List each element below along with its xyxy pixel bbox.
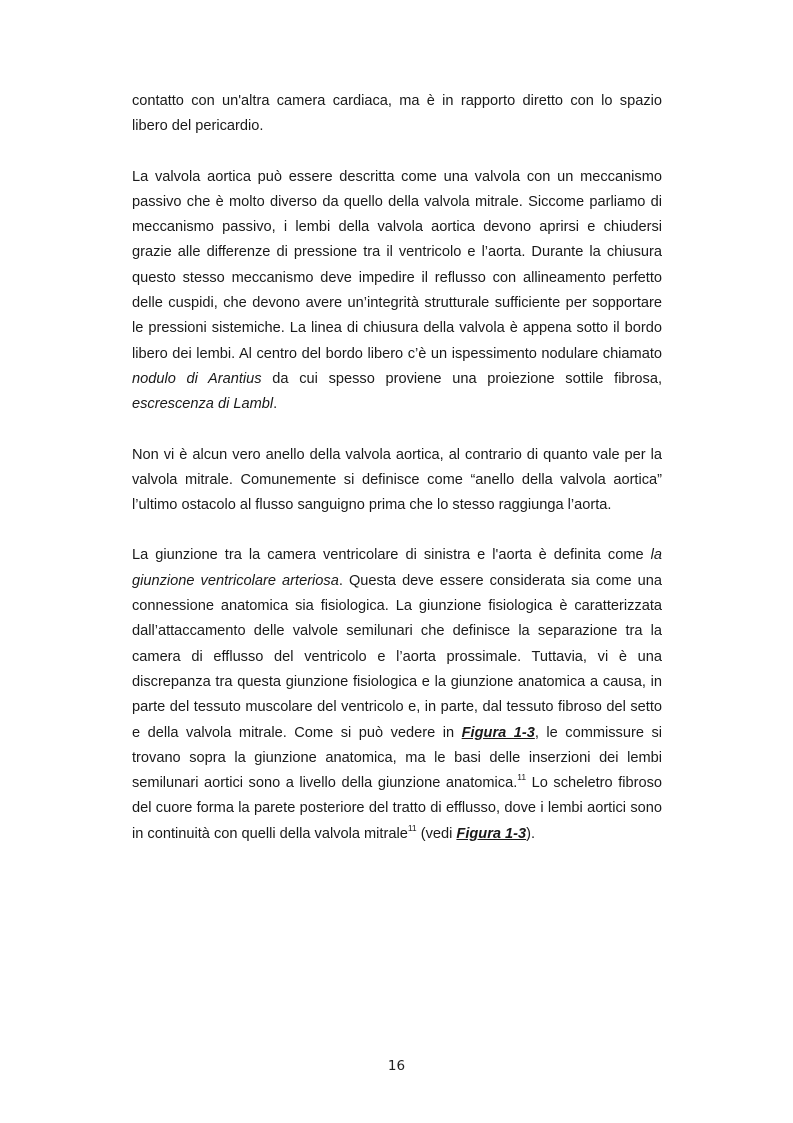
- term-escrescenza-di-lambl: escrescenza di Lambl: [132, 396, 274, 413]
- figure-reference-link[interactable]: Figura 1-3: [456, 825, 527, 842]
- citation-superscript: 11: [517, 772, 527, 783]
- paragraph-text: , le commissure si trovano sopra la giunzione anatomica, ma le basi delle inserzioni dei lembi semilunari aortici sono a livello della giunzione anatomica.: [132, 724, 662, 792]
- paragraph-text: (vedi: [416, 825, 457, 842]
- paragraph-ventriculo-arterial-junction: [132, 543, 662, 847]
- paragraph-text: Lo scheletro fibroso del cuore forma la parete posteriore del tratto di efflusso, dove i lembi aortici sono in continuità con quelli della valvola mitrale: [132, 775, 662, 842]
- paragraph-text: ).: [526, 825, 536, 842]
- figure-reference-link[interactable]: Figura 1-3: [461, 724, 535, 741]
- paragraph-pericardium: [132, 89, 662, 140]
- paragraph-text: da cui spesso proviene una proiezione sottile fibrosa,: [261, 370, 662, 387]
- term-giunzione-ventricolare-arteriosa: la giunzione ventricolare arteriosa: [132, 547, 662, 589]
- page-number: 16: [387, 1058, 406, 1074]
- paragraph-text: La valvola aortica può essere descritta come una valvola con un meccanismo passivo che è molto diverso da quello della valvola mitrale. Siccome parliamo di meccanismo passivo, i lembi della valvola aortica devono aprirsi e chiudersi grazie alle differenze di pressione tra il ventricolo e l’aorta. Durante la chiusura questo stesso meccanismo deve impedire il reflusso con allineamento perfetto delle cuspidi, che devono avere un’integrità strutturale sufficiente per sopportare le pressioni sistemiche. La linea di chiusura della valvola è appena sotto il bordo libero dei lembi. Al centro del bordo libero c’è un ispessimento nodulare chiamato: [132, 168, 662, 362]
- paragraph-text: . Questa deve essere considerata sia come una connessione anatomica sia fisiologica. La giunzione fisiologica è caratterizzata dall’attaccamento delle valvole semilunari che definisce la separazione tra la camera di efflusso del ventricolo e l’aorta prossimale. Tuttavia, vi è una discrepanza tra questa giunzione fisiologica e la giunzione anatomica a causa, in parte del tessuto muscolare del ventricolo e, in parte, dal tessuto fibroso del setto e della valvola mitrale. Come si può vedere in: [132, 572, 662, 741]
- paragraph-text: La giunzione tra la camera ventricolare di sinistra e l'aorta è definita come: [132, 547, 651, 564]
- paragraph-text: Non vi è alcun vero anello della valvola aortica, al contrario di quanto vale per la valvola mitrale. Comunemente si definisce come “anello della valvola aortica” l’ultimo ostacolo al flusso sanguigno prima che lo stesso raggiunga l’aorta.: [132, 446, 662, 514]
- paragraph-aortic-annulus: [132, 443, 662, 519]
- paragraph-aortic-valve-mechanism: [132, 165, 662, 418]
- paragraph-text: contatto con un'altra camera cardiaca, ma è in rapporto diretto con lo spazio libero del pericardio.: [132, 93, 662, 135]
- citation-superscript: 11: [407, 822, 417, 833]
- term-nodulo-di-arantius: nodulo di Arantius: [132, 370, 262, 387]
- document-body: [132, 89, 662, 847]
- paragraph-text: .: [273, 396, 278, 413]
